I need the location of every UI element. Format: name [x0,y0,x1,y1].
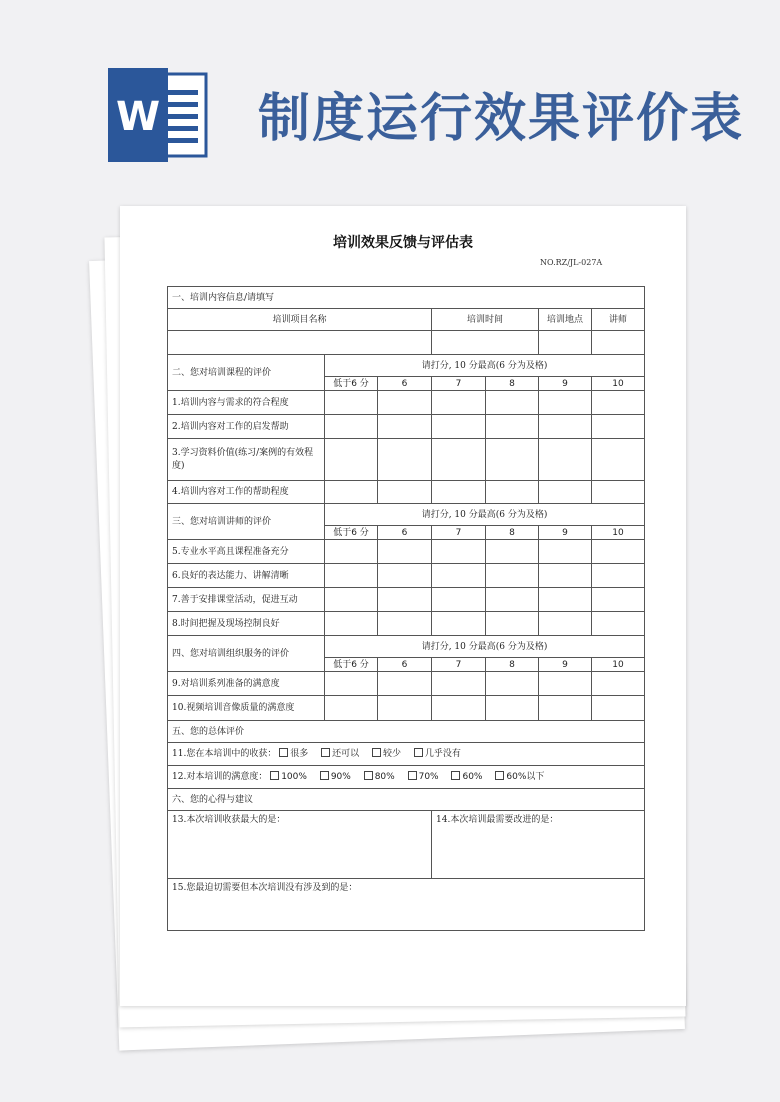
rating-cell[interactable] [486,612,539,636]
rating-cell[interactable] [325,672,378,696]
q13-answer-area[interactable] [168,811,432,879]
rating-cell[interactable] [539,439,592,481]
q11-option-many[interactable] [279,749,308,759]
q11-option-few[interactable] [372,749,401,759]
table-row [168,415,645,439]
option-label: 几乎没有 [424,749,461,759]
item-label: 10.视频培训音像质量的满意度 [168,696,325,721]
rating-cell[interactable] [325,439,378,481]
rating-cell[interactable] [432,672,486,696]
section5-header-row [168,721,645,743]
col-training-time: 培训时间 [432,309,539,331]
item-label: 4.培训内容对工作的帮助程度 [168,481,325,504]
section2-header: 二、您对培训课程的评价 [168,355,325,391]
table-row [168,672,645,696]
rating-cell[interactable] [432,588,486,612]
q12-option-60[interactable] [451,772,482,782]
rating-instruction: 请打分, 10 分最高(6 分为及格) [325,355,645,377]
rating-cell[interactable] [592,612,645,636]
scale-8: 8 [486,377,539,391]
scale-8: 8 [486,526,539,540]
rating-cell[interactable] [539,481,592,504]
rating-cell[interactable] [378,564,432,588]
checkbox-icon [451,771,460,780]
q15-answer-area[interactable] [168,879,645,931]
q11-cell [168,743,645,766]
rating-cell[interactable] [325,588,378,612]
table-row [168,481,645,504]
scale-6: 6 [378,658,432,672]
banner-title: 制度运行效果评价表 [258,89,745,149]
scale-6: 6 [378,526,432,540]
checkbox-icon [321,748,330,757]
rating-cell[interactable] [592,696,645,721]
q15-row [168,879,645,931]
rating-cell[interactable] [539,564,592,588]
option-label: 很多 [290,749,309,759]
rating-cell[interactable] [325,391,378,415]
rating-cell[interactable] [486,588,539,612]
rating-cell[interactable] [378,415,432,439]
item-label: 6.良好的表达能力、讲解清晰 [168,564,325,588]
section6-header-row [168,789,645,811]
input-training-time[interactable] [432,331,539,355]
rating-cell[interactable] [325,612,378,636]
scale-9: 9 [539,658,592,672]
col-training-location: 培训地点 [539,309,592,331]
logo-letter: W [115,94,161,140]
rating-cell[interactable] [378,481,432,504]
rating-cell[interactable] [592,481,645,504]
section3-header: 三、您对培训讲师的评价 [168,504,325,540]
section1-columns-row [168,309,645,331]
checkbox-icon [270,771,279,780]
rating-cell[interactable] [539,540,592,564]
table-row [168,391,645,415]
checkbox-icon [279,748,288,757]
rating-cell[interactable] [325,540,378,564]
rating-cell[interactable] [432,612,486,636]
q11-option-ok[interactable] [321,749,359,759]
table-row [168,564,645,588]
rating-cell[interactable] [432,696,486,721]
option-label: 90% [330,772,351,782]
rating-cell[interactable] [486,564,539,588]
scale-10: 10 [592,658,645,672]
rating-cell[interactable] [432,391,486,415]
rating-cell[interactable] [486,391,539,415]
rating-cell[interactable] [486,672,539,696]
scale-7: 7 [432,658,486,672]
q12-option-70[interactable] [408,772,439,782]
rating-cell[interactable] [432,540,486,564]
scale-7: 7 [432,377,486,391]
input-lecturer[interactable] [592,331,645,355]
checkbox-icon [414,748,423,757]
table-row [168,588,645,612]
rating-cell[interactable] [592,672,645,696]
q11-row [168,743,645,766]
rating-cell[interactable] [539,696,592,721]
rating-cell[interactable] [432,415,486,439]
option-label: 70% [418,772,439,782]
input-project-name[interactable] [168,331,432,355]
document-title: 培训效果反馈与评估表 [333,235,473,251]
rating-cell[interactable] [539,588,592,612]
section1-input-row [168,331,645,355]
q12-cell [168,766,645,789]
q12-option-80[interactable] [364,772,395,782]
scale-8: 8 [486,658,539,672]
option-label: 较少 [382,749,401,759]
q12-option-below-60[interactable] [495,772,544,782]
scale-6: 6 [378,377,432,391]
rating-cell[interactable] [592,391,645,415]
table-row [168,540,645,564]
rating-cell[interactable] [378,612,432,636]
checkbox-icon [495,771,504,780]
rating-cell[interactable] [592,540,645,564]
item-label: 9.对培训系列准备的满意度 [168,672,325,696]
rating-cell[interactable] [378,540,432,564]
rating-cell[interactable] [325,696,378,721]
scale-9: 9 [539,377,592,391]
section1-header: 一、培训内容信息/请填写 [168,287,645,309]
rating-cell[interactable] [378,391,432,415]
rating-cell[interactable] [432,439,486,481]
rating-cell[interactable] [592,439,645,481]
word-logo-icon [108,68,208,162]
item-label: 3.学习资料价值(练习/案例的有效程度) [168,439,325,481]
q11-option-none[interactable] [414,749,461,759]
rating-cell[interactable] [378,672,432,696]
scale-below-6: 低于6 分 [325,377,378,391]
q12-option-100[interactable] [270,772,307,782]
scale-9: 9 [539,526,592,540]
q12-option-90[interactable] [320,772,351,782]
rating-cell[interactable] [432,481,486,504]
q12-row [168,766,645,789]
section1-header-row [168,287,645,309]
q14-label: 14.本次培训最需要改进的是： [436,815,559,825]
document-page [120,206,686,1006]
rating-cell[interactable] [486,540,539,564]
option-label: 80% [374,772,395,782]
option-label: 60%以下 [506,772,545,782]
col-project-name: 培训项目名称 [168,309,432,331]
rating-cell[interactable] [539,612,592,636]
option-label: 还可以 [332,749,360,759]
rating-cell[interactable] [592,564,645,588]
checkbox-icon [320,771,329,780]
q11-label: 11.您在本培训中的收获： [172,749,277,759]
rating-instruction: 请打分, 10 分最高(6 分为及格) [325,504,645,526]
section2-instruction-row [168,355,645,377]
section4-instruction-row [168,636,645,658]
rating-cell[interactable] [378,588,432,612]
evaluation-form-table [167,286,645,931]
section6-header: 六、您的心得与建议 [168,789,645,811]
rating-cell[interactable] [539,391,592,415]
scale-10: 10 [592,377,645,391]
scale-10: 10 [592,526,645,540]
rating-cell[interactable] [378,696,432,721]
rating-cell[interactable] [486,696,539,721]
option-label: 60% [462,772,483,782]
item-label: 5.专业水平高且课程准备充分 [168,540,325,564]
table-row [168,439,645,481]
q13-label: 13.本次培训收获最大的是： [172,815,286,825]
rating-cell[interactable] [432,564,486,588]
item-label: 2.培训内容对工作的启发帮助 [168,415,325,439]
rating-cell[interactable] [539,415,592,439]
input-training-location[interactable] [539,331,592,355]
rating-cell[interactable] [378,439,432,481]
item-label: 7.善于安排课堂活动，促进互动 [168,588,325,612]
scale-below-6: 低于6 分 [325,658,378,672]
rating-cell[interactable] [486,481,539,504]
checkbox-icon [364,771,373,780]
section3-instruction-row [168,504,645,526]
rating-cell[interactable] [539,672,592,696]
table-row [168,696,645,721]
option-label: 100% [281,772,307,782]
rating-cell[interactable] [486,439,539,481]
q14-answer-area[interactable] [432,811,645,879]
col-lecturer: 讲师 [592,309,645,331]
rating-cell[interactable] [592,588,645,612]
document-number: NO.RZ/JL-027A [540,258,603,267]
rating-cell[interactable] [325,481,378,504]
scale-7: 7 [432,526,486,540]
checkbox-icon [372,748,381,757]
q13-q14-row [168,811,645,879]
item-label: 8.时间把握及现场控制良好 [168,612,325,636]
rating-instruction: 请打分, 10 分最高(6 分为及格) [325,636,645,658]
section4-header: 四、您对培训组织服务的评价 [168,636,325,672]
scale-below-6: 低于6 分 [325,526,378,540]
section5-header: 五、您的总体评价 [168,721,645,743]
item-label: 1.培训内容与需求的符合程度 [168,391,325,415]
table-row [168,612,645,636]
checkbox-icon [408,771,417,780]
rating-cell[interactable] [325,415,378,439]
rating-cell[interactable] [592,415,645,439]
q12-label: 12.对本培训的满意度： [172,772,268,782]
q15-label: 15.您最迫切需要但本次培训没有涉及到的是： [172,883,358,893]
rating-cell[interactable] [325,564,378,588]
rating-cell[interactable] [486,415,539,439]
